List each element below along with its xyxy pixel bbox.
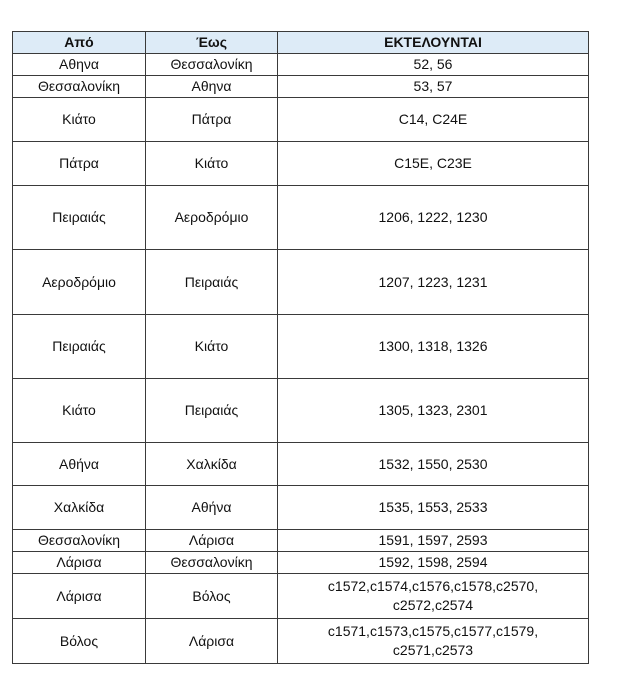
cell-runs: 1535, 1553, 2533	[278, 486, 589, 530]
runs-line: c2572,c2574	[392, 597, 474, 613]
table-row	[13, 530, 589, 552]
cell-to: Πειραιάς	[146, 379, 278, 443]
cell-runs: 1591, 1597, 2593	[278, 530, 589, 552]
cell-runs: 53, 57	[278, 76, 589, 98]
table-row	[13, 379, 589, 443]
cell-from: Πειραιάς	[13, 186, 146, 250]
cell-runs	[278, 619, 589, 664]
cell-runs: C14, C24E	[278, 98, 589, 142]
cell-from: Λάρισα	[13, 574, 146, 619]
table-row	[13, 443, 589, 486]
cell-to: Αθηνα	[146, 76, 278, 98]
header-row	[13, 32, 589, 54]
table-row	[13, 142, 589, 186]
table-row	[13, 250, 589, 315]
cell-to: Αεροδρόμιο	[146, 186, 278, 250]
table-row	[13, 54, 589, 76]
runs-line: c2571,c2573	[392, 642, 474, 658]
cell-from: Πάτρα	[13, 142, 146, 186]
cell-from: Λάρισα	[13, 552, 146, 574]
cell-to: Κιάτο	[146, 315, 278, 379]
table-row	[13, 552, 589, 574]
cell-to: Θεσσαλονίκη	[146, 552, 278, 574]
cell-to: Χαλκίδα	[146, 443, 278, 486]
cell-runs: 1207, 1223, 1231	[278, 250, 589, 315]
table-row	[13, 486, 589, 530]
runs-line: c1572,c1574,c1576,c1578,c2570,	[327, 578, 539, 594]
cell-runs: 1305, 1323, 2301	[278, 379, 589, 443]
cell-to: Λάρισα	[146, 619, 278, 664]
cell-from: Πειραιάς	[13, 315, 146, 379]
routes-table	[12, 31, 589, 664]
table-row	[13, 619, 589, 664]
cell-to: Κιάτο	[146, 142, 278, 186]
cell-from: Χαλκίδα	[13, 486, 146, 530]
cell-from: Θεσσαλονίκη	[13, 76, 146, 98]
cell-to: Πειραιάς	[146, 250, 278, 315]
header-to: Έως	[146, 32, 278, 54]
runs-line: c1571,c1573,c1575,c1577,c1579,	[327, 623, 539, 639]
cell-from: Αθηνα	[13, 54, 146, 76]
table-row	[13, 76, 589, 98]
cell-runs: 1206, 1222, 1230	[278, 186, 589, 250]
cell-runs: C15E, C23E	[278, 142, 589, 186]
table-row	[13, 98, 589, 142]
cell-runs: 52, 56	[278, 54, 589, 76]
cell-to: Αθήνα	[146, 486, 278, 530]
cell-runs: 1592, 1598, 2594	[278, 552, 589, 574]
header-runs: ΕΚΤΕΛΟΥΝΤΑΙ	[278, 32, 589, 54]
cell-from: Κιάτο	[13, 379, 146, 443]
table-row	[13, 574, 589, 619]
cell-from: Αθήνα	[13, 443, 146, 486]
cell-from: Κιάτο	[13, 98, 146, 142]
cell-from: Θεσσαλονίκη	[13, 530, 146, 552]
cell-to: Λάρισα	[146, 530, 278, 552]
cell-from: Βόλος	[13, 619, 146, 664]
cell-to: Πάτρα	[146, 98, 278, 142]
cell-runs: 1300, 1318, 1326	[278, 315, 589, 379]
table-row	[13, 315, 589, 379]
cell-from: Αεροδρόμιο	[13, 250, 146, 315]
cell-to: Βόλος	[146, 574, 278, 619]
header-from: Από	[13, 32, 146, 54]
cell-runs: 1532, 1550, 2530	[278, 443, 589, 486]
cell-to: Θεσσαλονίκη	[146, 54, 278, 76]
cell-runs	[278, 574, 589, 619]
table-row	[13, 186, 589, 250]
